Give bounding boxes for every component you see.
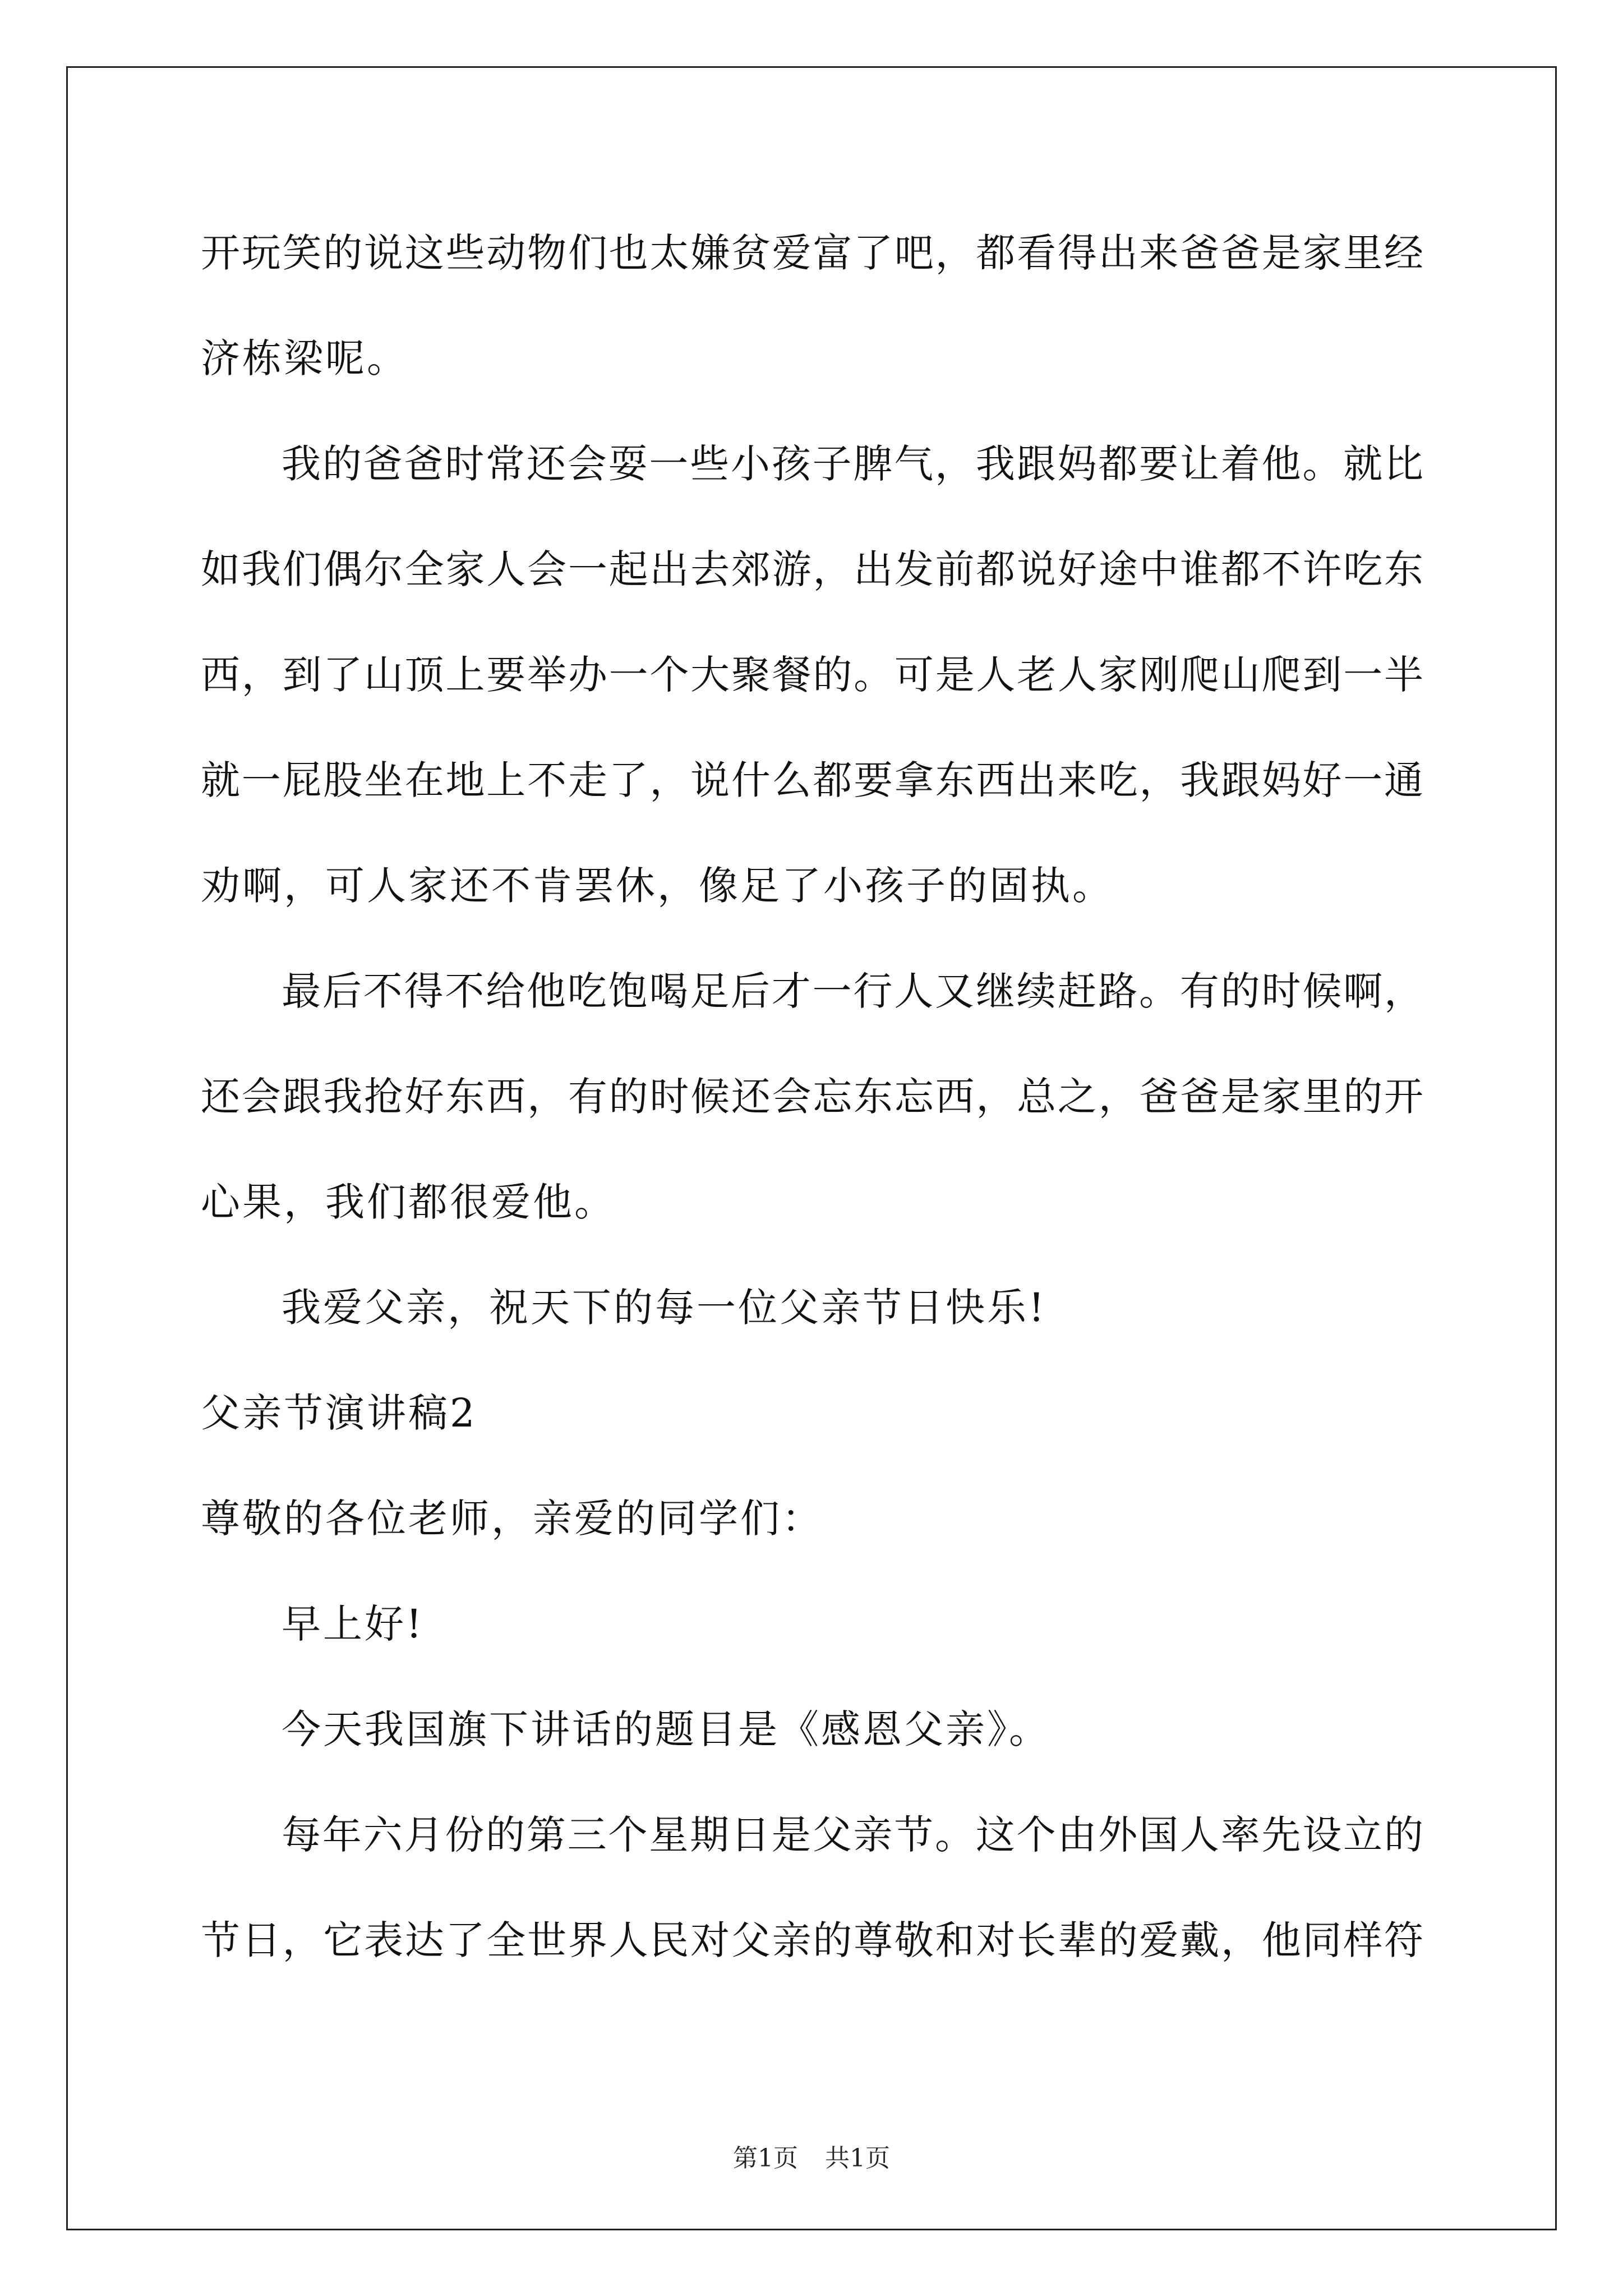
page-footer bbox=[0, 2142, 1623, 2175]
paragraph-line: 劝啊，可人家还不肯罢休，像足了小孩子的固执。 bbox=[201, 863, 1114, 909]
paragraph-line: 还会跟我抢好东西，有的时候还会忘东忘西，总之，爸爸是家里的开 bbox=[201, 1074, 1423, 1120]
paragraph-line: 开玩笑的说这些动物们也太嫌贫爱富了吧，都看得出来爸爸是家里经 bbox=[201, 230, 1423, 276]
paragraph-line: 我爱父亲，祝天下的每一位父亲节日快乐! bbox=[282, 1285, 1047, 1331]
page-number-total: 共1页 bbox=[825, 2144, 890, 2173]
paragraph-line: 济栋梁呢。 bbox=[201, 335, 408, 381]
paragraph-line: 西，到了山顶上要举办一个大聚餐的。可是人老人家刚爬山爬到一半 bbox=[201, 652, 1423, 698]
paragraph-line: 就一屁股坐在地上不走了，说什么都要拿东西出来吃，我跟妈好一通 bbox=[201, 757, 1423, 803]
paragraph-line: 早上好! bbox=[282, 1601, 425, 1647]
paragraph-line: 节日，它表达了全世界人民对父亲的尊敬和对长辈的爱戴，他同样符 bbox=[201, 1917, 1423, 1963]
paragraph-line: 如我们偶尔全家人会一起出去郊游，出发前都说好途中谁都不许吃东 bbox=[201, 546, 1423, 592]
salutation: 尊敬的各位老师，亲爱的同学们： bbox=[201, 1496, 823, 1542]
paragraph-line: 每年六月份的第三个星期日是父亲节。这个由外国人率先设立的 bbox=[282, 1812, 1423, 1858]
page-border bbox=[66, 66, 1557, 2230]
paragraph-line: 我的爸爸时常还会耍一些小孩子脾气，我跟妈都要让着他。就比 bbox=[282, 441, 1423, 487]
paragraph-line: 最后不得不给他吃饱喝足后才一行人又继续赶路。有的时候啊， bbox=[282, 968, 1423, 1014]
paragraph-line: 今天我国旗下讲话的题目是《感恩父亲》。 bbox=[282, 1706, 1050, 1752]
page-number-current: 第1页 bbox=[733, 2144, 798, 2173]
section-heading: 父亲节演讲稿2 bbox=[201, 1390, 477, 1436]
paragraph-line: 心果，我们都很爱他。 bbox=[201, 1179, 616, 1225]
